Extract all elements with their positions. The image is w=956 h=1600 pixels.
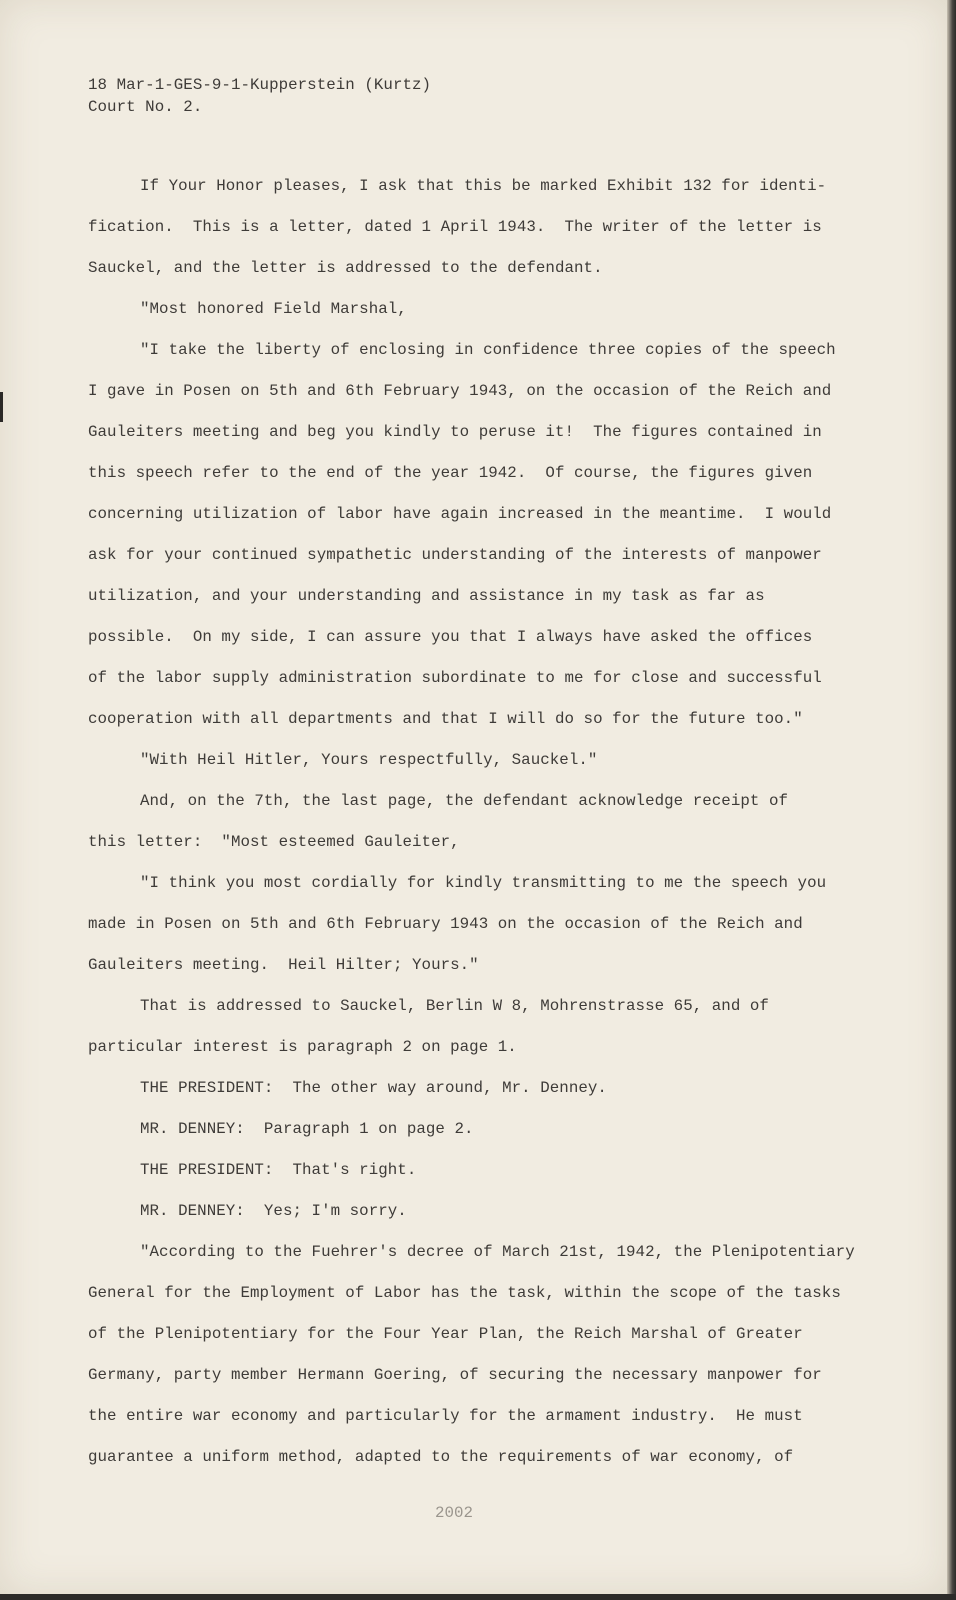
speaker-line: THE PRESIDENT: The other way around, Mr. Denney.: [140, 1079, 607, 1097]
body-line: If Your Honor pleases, I ask that this be marked Exhibit 132 for identi-: [140, 177, 827, 195]
body-line: made in Posen on 5th and 6th February 1943 on the occasion of the Reich and: [88, 915, 803, 933]
body-line: this letter: "Most esteemed Gauleiter,: [88, 833, 460, 851]
speaker-line: MR. DENNEY: Yes; I'm sorry.: [140, 1202, 407, 1220]
page-number: 2002: [435, 1504, 473, 1522]
speaker-line: MR. DENNEY: Paragraph 1 on page 2.: [140, 1120, 474, 1138]
body-line: "According to the Fuehrer's decree of March 21st, 1942, the Plenipotentiary: [140, 1243, 855, 1261]
body-line: "With Heil Hitler, Yours respectfully, Sauckel.": [140, 751, 598, 769]
body-line: That is addressed to Sauckel, Berlin W 8, Mohrenstrasse 65, and of: [140, 997, 769, 1015]
body-line: Sauckel, and the letter is addressed to the defendant.: [88, 259, 603, 277]
page-edge-bottom: [0, 1594, 956, 1600]
body-line: cooperation with all departments and that I will do so for the future too.": [88, 710, 803, 728]
body-line: And, on the 7th, the last page, the defendant acknowledge receipt of: [140, 792, 789, 810]
body-line: General for the Employment of Labor has the task, within the scope of the tasks: [88, 1284, 841, 1302]
body-line: of the labor supply administration subordinate to me for close and successful: [88, 669, 822, 687]
body-line: the entire war economy and particularly for the armament industry. He must: [88, 1407, 803, 1425]
body-line: of the Plenipotentiary for the Four Year Plan, the Reich Marshal of Greater: [88, 1325, 803, 1343]
body-line: Germany, party member Hermann Goering, of securing the necessary manpower for: [88, 1366, 822, 1384]
body-line: I gave in Posen on 5th and 6th February 1943, on the occasion of the Reich and: [88, 382, 832, 400]
body-line: utilization, and your understanding and assistance in my task as far as: [88, 587, 765, 605]
page-edge-right: [947, 0, 956, 1600]
binding-mark: [0, 392, 3, 422]
body-line: "I think you most cordially for kindly transmitting to me the speech you: [140, 874, 827, 892]
body-line: guarantee a uniform method, adapted to the requirements of war economy, of: [88, 1448, 794, 1466]
body-line: Gauleiters meeting. Heil Hilter; Yours.": [88, 956, 479, 974]
body-line: "I take the liberty of enclosing in confidence three copies of the speech: [140, 341, 836, 359]
body-line: possible. On my side, I can assure you that I always have asked the offices: [88, 628, 813, 646]
body-line: particular interest is paragraph 2 on page 1.: [88, 1038, 517, 1056]
body-line: fication. This is a letter, dated 1 April 1943. The writer of the letter is: [88, 218, 822, 236]
body-line: "Most honored Field Marshal,: [140, 300, 407, 318]
body-line: this speech refer to the end of the year 1942. Of course, the figures given: [88, 464, 813, 482]
body-line: Gauleiters meeting and beg you kindly to peruse it! The figures contained in: [88, 423, 822, 441]
body-line: ask for your continued sympathetic understanding of the interests of manpower: [88, 546, 822, 564]
header-reference-line: 18 Mar-1-GES-9-1-Kupperstein (Kurtz): [88, 76, 432, 94]
header-court-line: Court No. 2.: [88, 98, 203, 116]
body-line: concerning utilization of labor have again increased in the meantime. I would: [88, 505, 832, 523]
speaker-line: THE PRESIDENT: That's right.: [140, 1161, 417, 1179]
